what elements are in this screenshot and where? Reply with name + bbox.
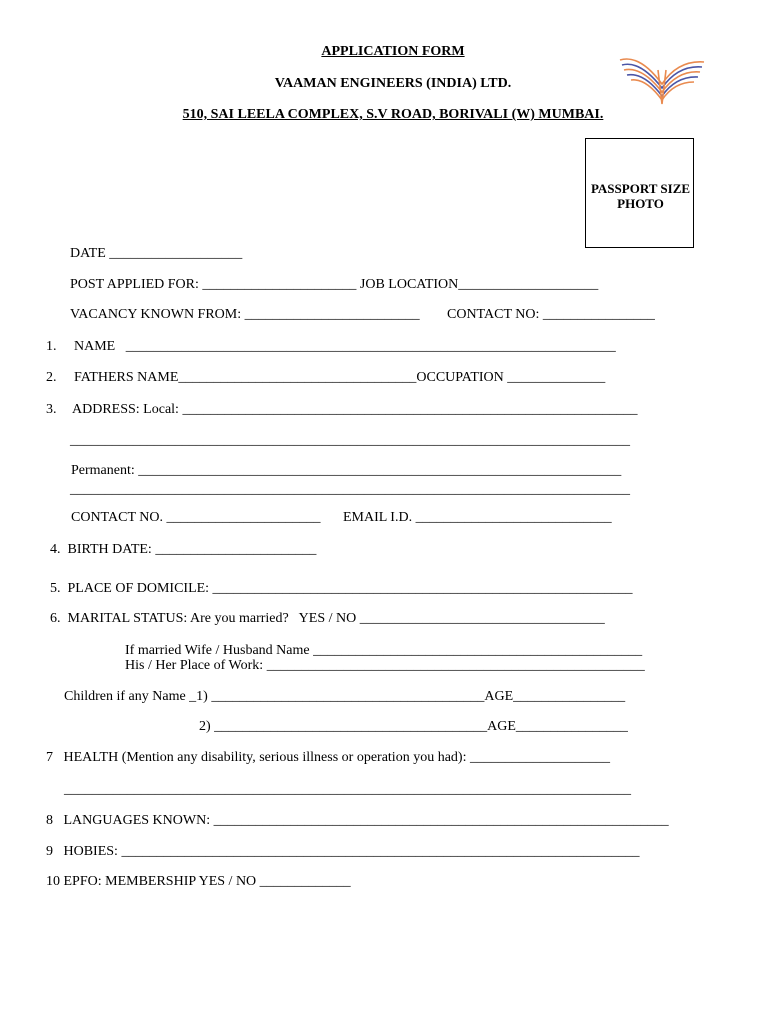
name-field[interactable]: NAME ______________________________________________________________________ — [74, 339, 616, 354]
passport-photo-box[interactable] — [585, 138, 694, 248]
item-number: 2. — [46, 370, 57, 385]
contact-no-field[interactable]: CONTACT NO. ______________________ — [71, 510, 321, 525]
marital-status-field[interactable]: 6. MARITAL STATUS: Are you married? YES / NO ___________________________________ — [50, 611, 605, 626]
company-address: 510, SAI LEELA COMPLEX, S.V ROAD, BORIVALI (W) MUMBAI. — [182, 107, 604, 122]
spouse-name-field[interactable]: If married Wife / Husband Name _______________________________________________ — [125, 643, 643, 658]
item-number: 3. — [46, 402, 57, 417]
birth-date-field[interactable]: 4. BIRTH DATE: _______________________ — [50, 542, 317, 557]
children-1-field[interactable]: Children if any Name _1) _______________________________________AGE________________ — [64, 689, 626, 704]
company-name: VAAMAN ENGINEERS (INDIA) LTD. — [274, 76, 512, 91]
spouse-work-field[interactable]: His / Her Place of Work: ______________________________________________________ — [125, 658, 645, 673]
passport-photo-label: PASSPORT SIZE PHOTO — [590, 181, 691, 211]
vaaman-logo-icon — [618, 50, 706, 108]
fathers-name-field[interactable]: FATHERS NAME__________________________________OCCUPATION ______________ — [74, 370, 606, 385]
epfo-field[interactable]: 10 EPFO: MEMBERSHIP YES / NO _____________ — [46, 874, 351, 889]
health-line2[interactable]: _________________________________________________________________________________ — [64, 782, 631, 797]
date-field[interactable]: DATE ___________________ — [70, 246, 243, 261]
hobbies-field[interactable]: 9 HOBIES: __________________________________________________________________________ — [46, 844, 640, 859]
address-permanent-field[interactable]: Permanent: _____________________________________________________________________ — [71, 463, 622, 478]
languages-field[interactable]: 8 LANGUAGES KNOWN: _________________________________________________________________ — [46, 813, 669, 828]
contact-no-top-field[interactable]: CONTACT NO: ________________ — [447, 307, 655, 322]
form-title: APPLICATION FORM — [321, 44, 465, 59]
children-2-field[interactable]: 2) _______________________________________AGE________________ — [199, 719, 628, 734]
domicile-field[interactable]: 5. PLACE OF DOMICILE: ____________________________________________________________ — [50, 581, 633, 596]
address-permanent-line2[interactable]: ________________________________________________________________________________ — [70, 482, 630, 497]
address-local-field[interactable]: ADDRESS: Local: _________________________________________________________________ — [72, 402, 638, 417]
vacancy-known-field[interactable]: VACANCY KNOWN FROM: _________________________ — [70, 307, 420, 322]
address-local-line2[interactable]: ________________________________________________________________________________ — [70, 433, 630, 448]
item-number: 1. — [46, 339, 57, 354]
health-field[interactable]: 7 HEALTH (Mention any disability, serious illness or operation you had): ____________________ — [46, 750, 610, 765]
email-field[interactable]: EMAIL I.D. ____________________________ — [343, 510, 612, 525]
post-applied-field[interactable]: POST APPLIED FOR: ______________________ JOB LOCATION____________________ — [70, 277, 599, 292]
